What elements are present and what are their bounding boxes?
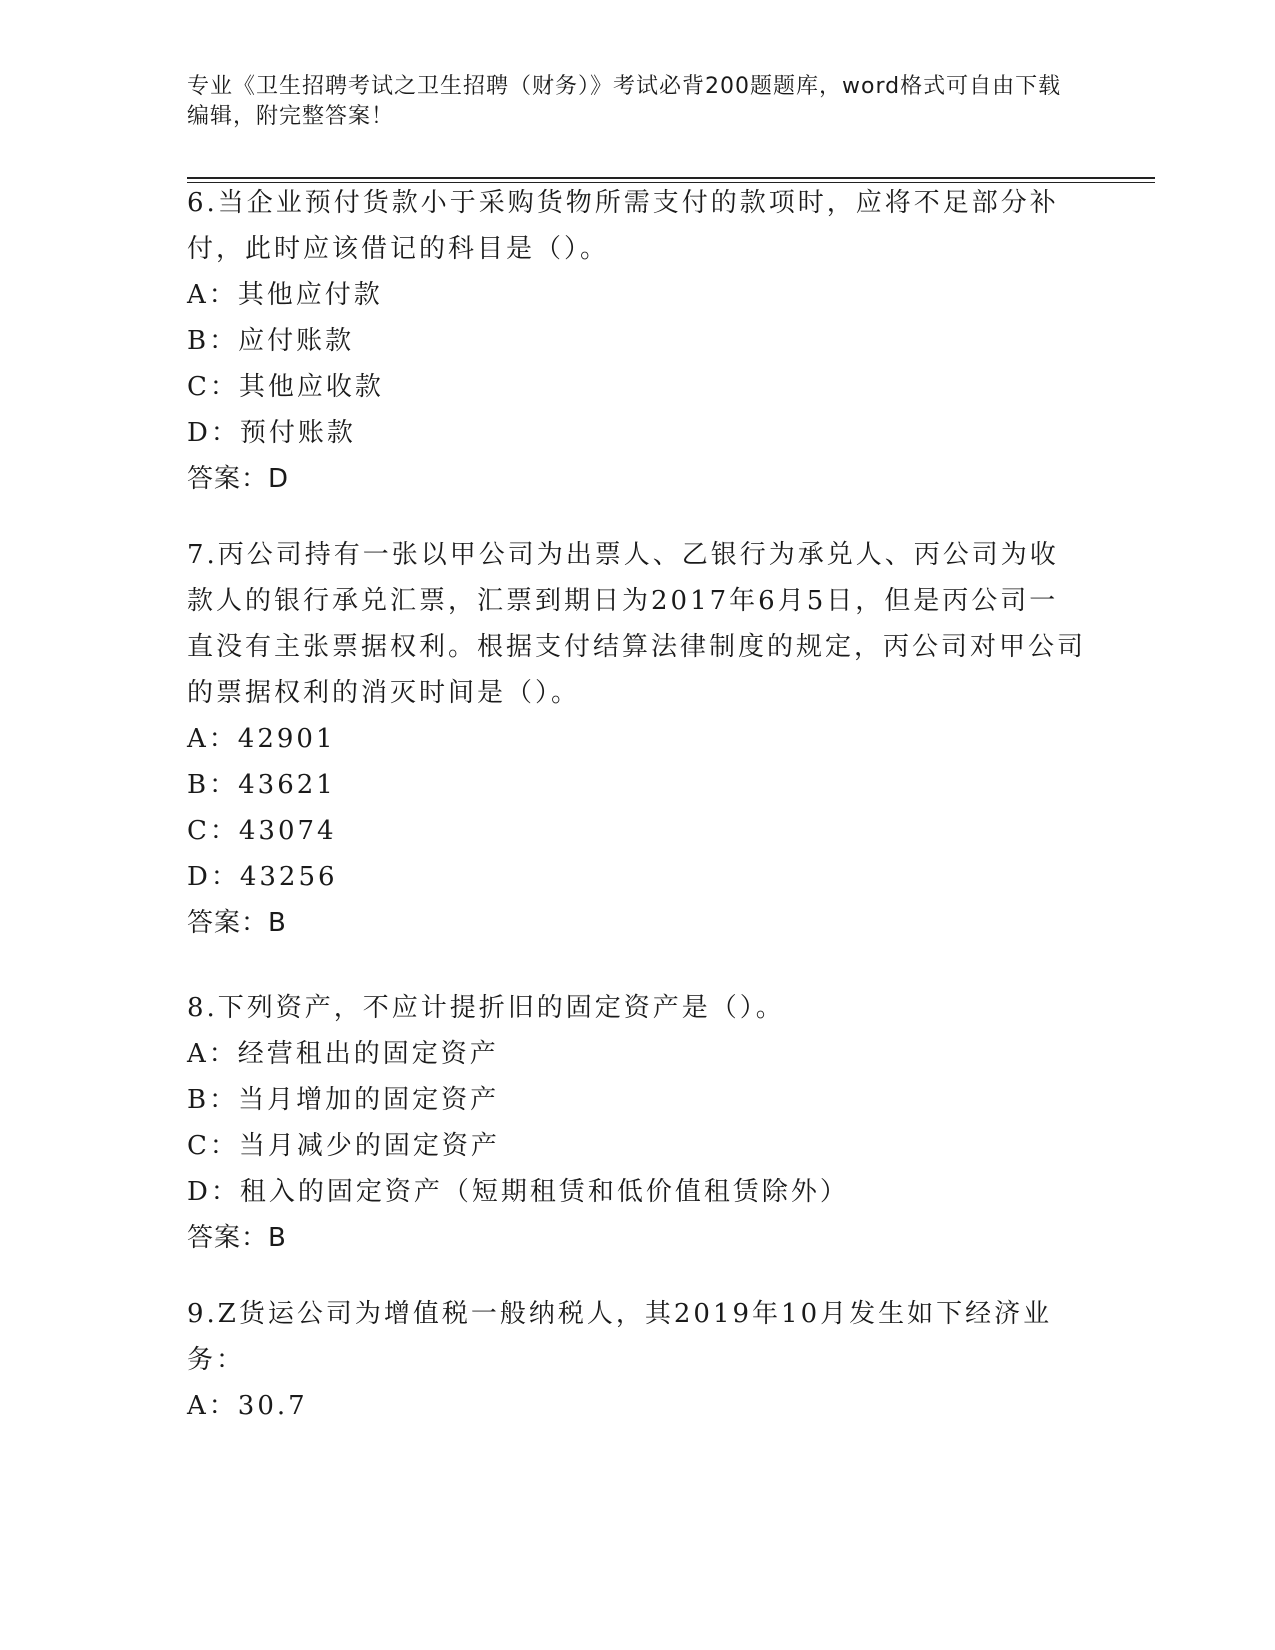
question-6 [187, 180, 1087, 502]
document-header: 专业《卫生招聘考试之卫生招聘（财务）》考试必背200题题库，word格式可自由下载编辑，附完整答案！ [187, 74, 1062, 129]
answer: 答案：B [187, 1223, 287, 1253]
header-divider-thick [187, 177, 1155, 179]
question-stem: 7.丙公司持有一张以甲公司为出票人、乙银行为承兑人、丙公司为收款人的银行承兑汇票，汇票到期日为2017年6月5日，但是丙公司一直没有主张票据权利。根据支付结算法律制度的规定，丙公司对甲公司的票据权利的消灭时间是（）。 [187, 540, 1087, 708]
option-b: B：应付账款 [187, 326, 355, 356]
option-d: D：43256 [187, 862, 338, 892]
option-b: B：当月增加的固定资产 [187, 1085, 500, 1115]
question-9 [187, 1291, 1087, 1429]
question-stem: 8.下列资产，不应计提折旧的固定资产是（）。 [187, 993, 785, 1023]
answer: 答案：D [187, 464, 290, 494]
option-d: D：预付账款 [187, 418, 356, 448]
option-c: C：其他应收款 [187, 372, 384, 402]
option-c: C：43074 [187, 816, 337, 846]
option-a: A：其他应付款 [187, 280, 383, 310]
question-8 [187, 985, 1087, 1261]
question-stem: 6.当企业预付货款小于采购货物所需支付的款项时，应将不足部分补付，此时应该借记的科目是（）。 [187, 188, 1059, 264]
option-a: A：42901 [187, 724, 336, 754]
option-b: B：43621 [187, 770, 336, 800]
option-c: C：当月减少的固定资产 [187, 1131, 500, 1161]
option-a: A：30.7 [187, 1391, 308, 1421]
question-stem: 9.Z货运公司为增值税一般纳税人，其2019年10月发生如下经济业务： [187, 1299, 1053, 1375]
question-7 [187, 532, 1087, 946]
answer: 答案：B [187, 908, 287, 938]
option-d: D：租入的固定资产（短期租赁和低价值租赁除外） [187, 1177, 849, 1207]
option-a: A：经营租出的固定资产 [187, 1039, 499, 1069]
